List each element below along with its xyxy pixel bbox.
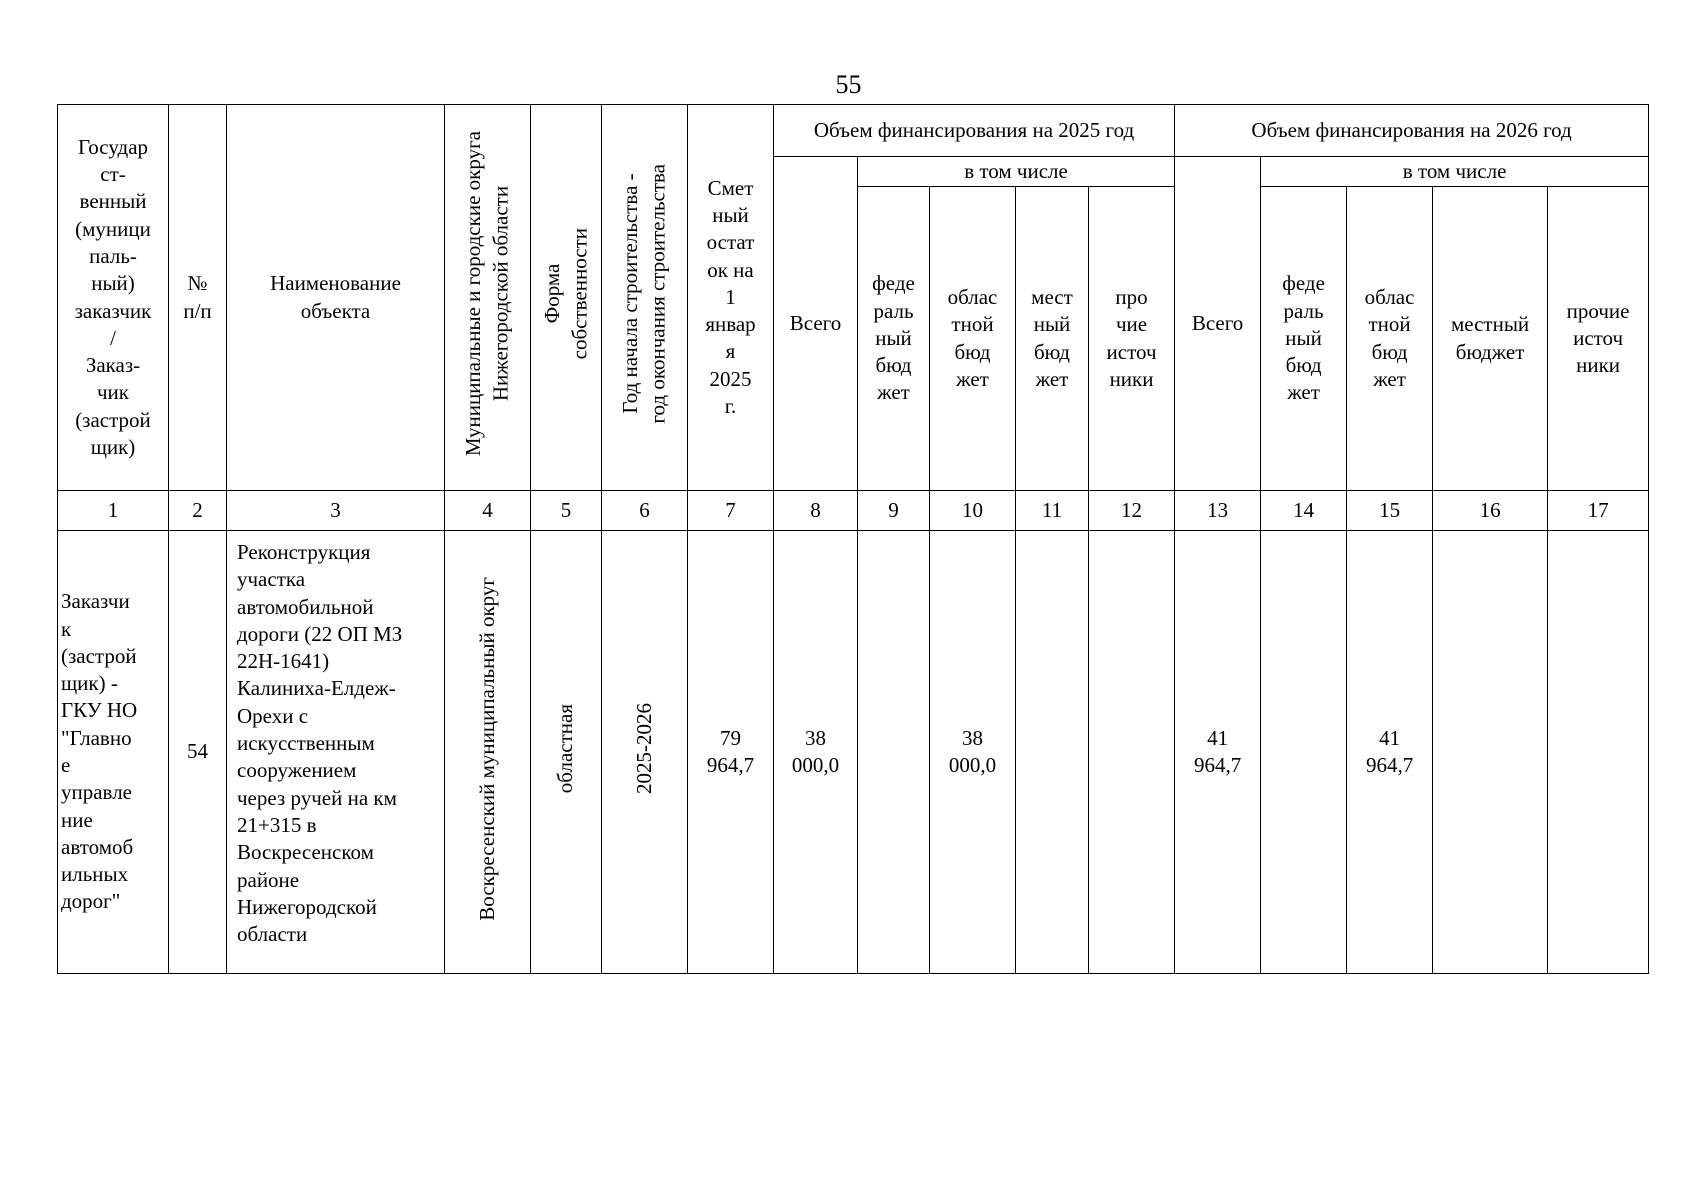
header-customer: Государ ст- венный (муници паль- ный) заказчик / Заказ- чик (застрой щик) [58,105,169,491]
column-number: 6 [602,491,688,531]
row-total-2026: 41 964,7 [1175,531,1261,974]
column-number: 9 [858,491,930,531]
column-number: 15 [1347,491,1433,531]
header-funding-2025: Объем финансирования на 2025 год [774,105,1175,157]
budget-table [57,104,1649,974]
table-row [58,531,1649,974]
header-districts-cell [445,105,531,491]
header-remainder: Смет ный остат ок на 1 январ я 2025 г. [688,105,774,491]
header-reg-2025: облас тной бюд жет [930,187,1016,491]
row-years-cell [602,531,688,974]
row-number: 54 [169,531,227,974]
header-years-cell [602,105,688,491]
row-ownership-cell [531,531,602,974]
row-reg-2025: 38 000,0 [930,531,1016,974]
header-including-2025: в том числе [858,157,1175,187]
header-loc-2025: мест ный бюд жет [1016,187,1089,491]
row-loc-2025 [1016,531,1089,974]
header-total-2026: Всего [1175,157,1261,491]
row-total-2025: 38 000,0 [774,531,858,974]
column-number: 8 [774,491,858,531]
header-total-2025: Всего [774,157,858,491]
row-reg-2026: 41 964,7 [1347,531,1433,974]
header-loc-2026: местный бюджет [1433,187,1548,491]
row-oth-2025 [1089,531,1175,974]
column-number: 17 [1548,491,1649,531]
column-number: 11 [1016,491,1089,531]
column-number: 12 [1089,491,1175,531]
column-number: 10 [930,491,1016,531]
row-oth-2026 [1548,531,1649,974]
column-number: 7 [688,491,774,531]
row-customer: Заказчи к (застрой щик) - ГКУ НО "Главно е управле ние автомоб ильных дорог" [58,531,169,974]
header-funding-2026: Объем финансирования на 2026 год [1175,105,1649,157]
row-fed-2026 [1261,531,1347,974]
row-fed-2025 [858,531,930,974]
column-number: 14 [1261,491,1347,531]
row-remainder: 79 964,7 [688,531,774,974]
row-loc-2026 [1433,531,1548,974]
header-object-name: Наименование объекта [227,105,445,491]
row-object-name: Реконструкция участка автомобильной дороги (22 ОП МЗ 22Н-1641) Калиниха-Елдеж- Орехи с искусственным сооружением через ручей на км 21+315 в Воскресенском районе Нижегородской области [227,531,445,974]
header-ownership-cell [531,105,602,491]
header-oth-2026: прочие источ ники [1548,187,1649,491]
row-years: 2025-2026 [631,702,656,794]
header-oth-2025: про чие источ ники [1089,187,1175,491]
column-number: 1 [58,491,169,531]
header-including-2026: в том числе [1261,157,1649,187]
page-number: 55 [835,70,862,99]
column-number: 3 [227,491,445,531]
column-number: 4 [445,491,531,531]
header-fed-2026: феде раль ный бюд жет [1261,187,1347,491]
header-reg-2026: облас тной бюд жет [1347,187,1433,491]
row-district-cell [445,531,531,974]
row-ownership: областная [553,703,578,793]
column-number: 2 [169,491,227,531]
header-ownership: Форма собственности [539,228,591,360]
header-years: Год начала строительства - год окончания строительства [618,164,670,424]
header-number: № п/п [169,105,227,491]
header-districts: Муниципальные и городские округа Нижегородской области [461,131,513,457]
column-number: 13 [1175,491,1261,531]
column-number: 5 [531,491,602,531]
header-fed-2025: феде раль ный бюд жет [858,187,930,491]
column-number: 16 [1433,491,1548,531]
row-district: Воскресенский муниципальный округ [474,576,499,921]
